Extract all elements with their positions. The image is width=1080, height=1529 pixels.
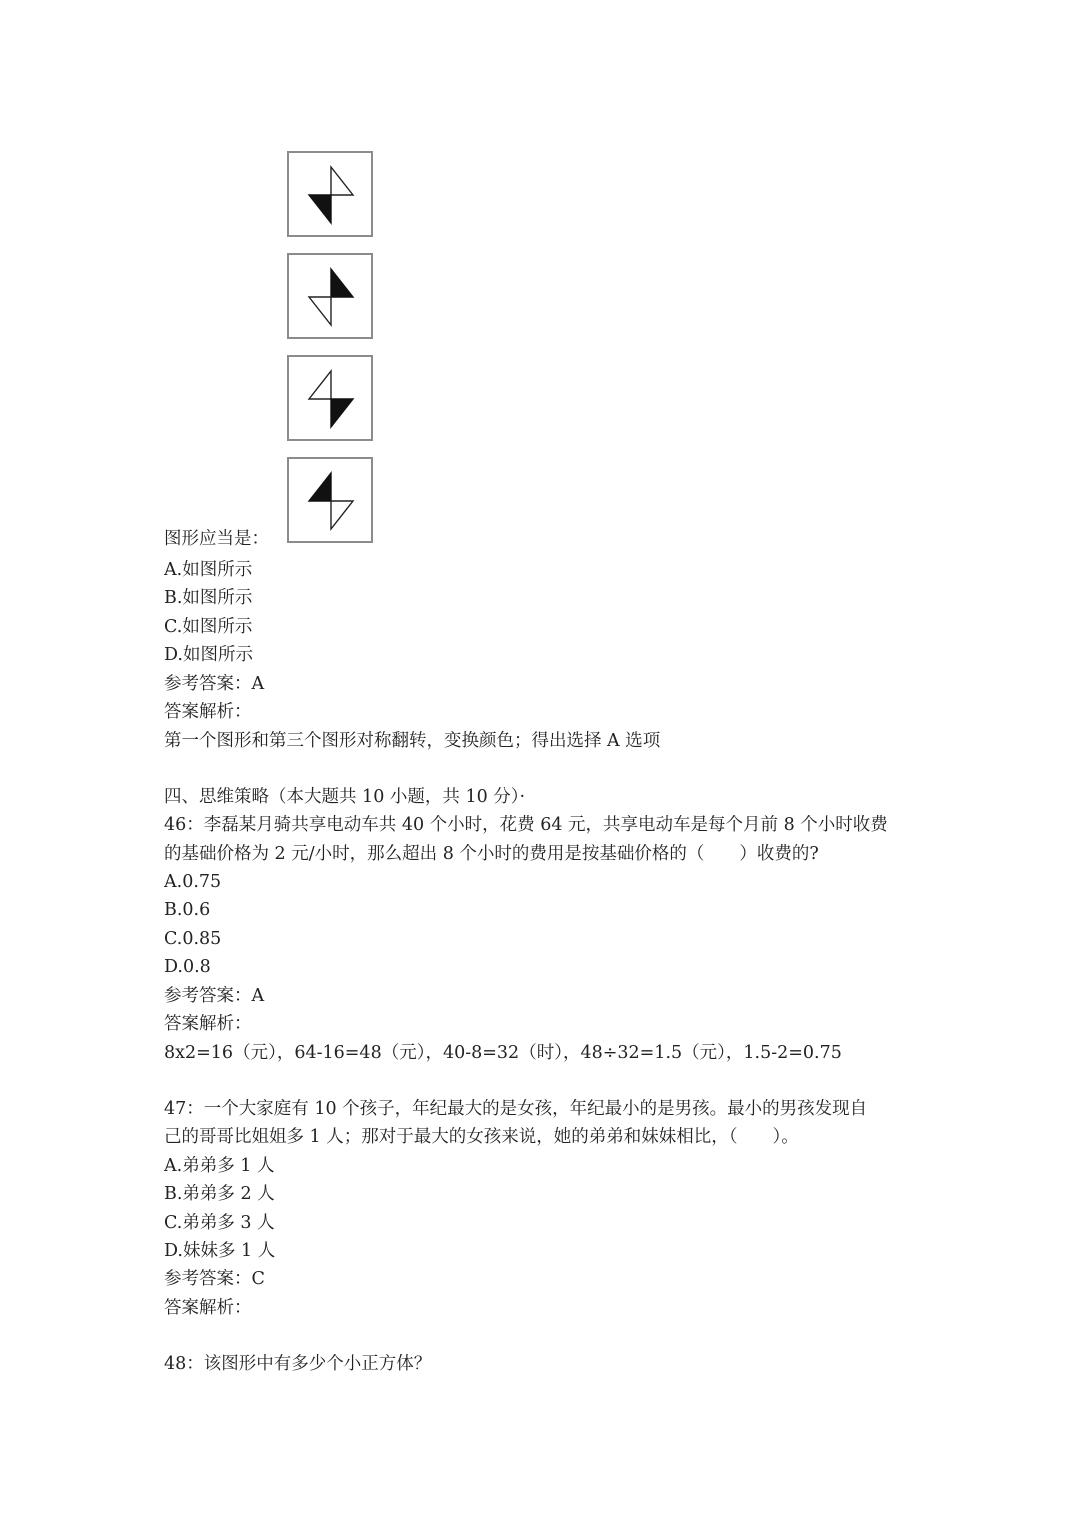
figure-option-d: D.如图所示 — [164, 645, 253, 665]
q47-option-b: B.弟弟多 2 人 — [164, 1184, 275, 1204]
option-figure-a — [287, 151, 373, 237]
option-figure-b — [287, 253, 373, 339]
figure-analysis: 第一个图形和第三个图形对称翻转，变换颜色；得出选择 A 选项 — [164, 731, 661, 751]
option-figure-c — [287, 355, 373, 441]
q46-text-line2: 的基础价格为 2 元/小时，那么超出 8 个小时的费用是按基础价格的（ ）收费的? — [164, 844, 819, 864]
q48-text: 48：该图形中有多少个小正方体？ — [164, 1354, 432, 1374]
lower-triangle — [309, 195, 331, 223]
q46-answer: 参考答案：A — [164, 986, 265, 1006]
q46-option-d: D.0.8 — [164, 957, 211, 977]
upper-triangle — [331, 167, 353, 195]
figure-question-prompt: 图形应当是： — [164, 529, 269, 549]
q46-option-c: C.0.85 — [164, 929, 222, 949]
figure-option-a: A.如图所示 — [164, 560, 253, 580]
q47-answer: 参考答案：C — [164, 1269, 265, 1289]
figure-lightning-c-icon — [289, 357, 371, 439]
lower-triangle — [331, 501, 353, 529]
upper-triangle — [309, 371, 331, 399]
q47-text-line1: 47：一个大家庭有 10 个孩子，年纪最大的是女孩，年纪最小的是男孩。最小的男孩发现自 — [164, 1099, 868, 1119]
q46-option-b: B.0.6 — [164, 900, 211, 920]
q46-option-a: A.0.75 — [164, 872, 222, 892]
q47-text-line2: 己的哥哥比姐姐多 1 人；那对于最大的女孩来说，她的弟弟和妹妹相比，（ ）。 — [164, 1127, 799, 1147]
figure-answer: 参考答案：A — [164, 674, 265, 694]
q46-text-line1: 46：李磊某月骑共享电动车共 40 个小时，花费 64 元，共享电动车是每个月前 8 个小时收费 — [164, 815, 888, 835]
figure-lightning-d-icon — [289, 459, 371, 541]
lower-triangle — [309, 297, 331, 325]
q46-analysis-label: 答案解析： — [164, 1014, 252, 1034]
q47-option-a: A.弟弟多 1 人 — [164, 1156, 275, 1176]
option-figure-d — [287, 457, 373, 543]
upper-triangle — [331, 269, 353, 297]
q46-analysis: 8x2=16（元），64-16=48（元），40-8=32（时），48÷32=1.5（元），1.5-2=0.75 — [164, 1043, 842, 1063]
figure-lightning-b-icon — [289, 255, 371, 337]
q47-option-c: C.弟弟多 3 人 — [164, 1213, 275, 1233]
figure-option-c: C.如图所示 — [164, 617, 253, 637]
lower-triangle — [331, 399, 353, 427]
upper-triangle — [309, 473, 331, 501]
figure-analysis-label: 答案解析： — [164, 702, 252, 722]
q47-option-d: D.妹妹多 1 人 — [164, 1241, 276, 1261]
q47-analysis-label: 答案解析： — [164, 1298, 252, 1318]
figure-lightning-a-icon — [289, 153, 371, 235]
section-heading: 四、思维策略（本大题共 10 小题，共 10 分）· — [164, 787, 526, 807]
figure-option-b: B.如图所示 — [164, 588, 253, 608]
